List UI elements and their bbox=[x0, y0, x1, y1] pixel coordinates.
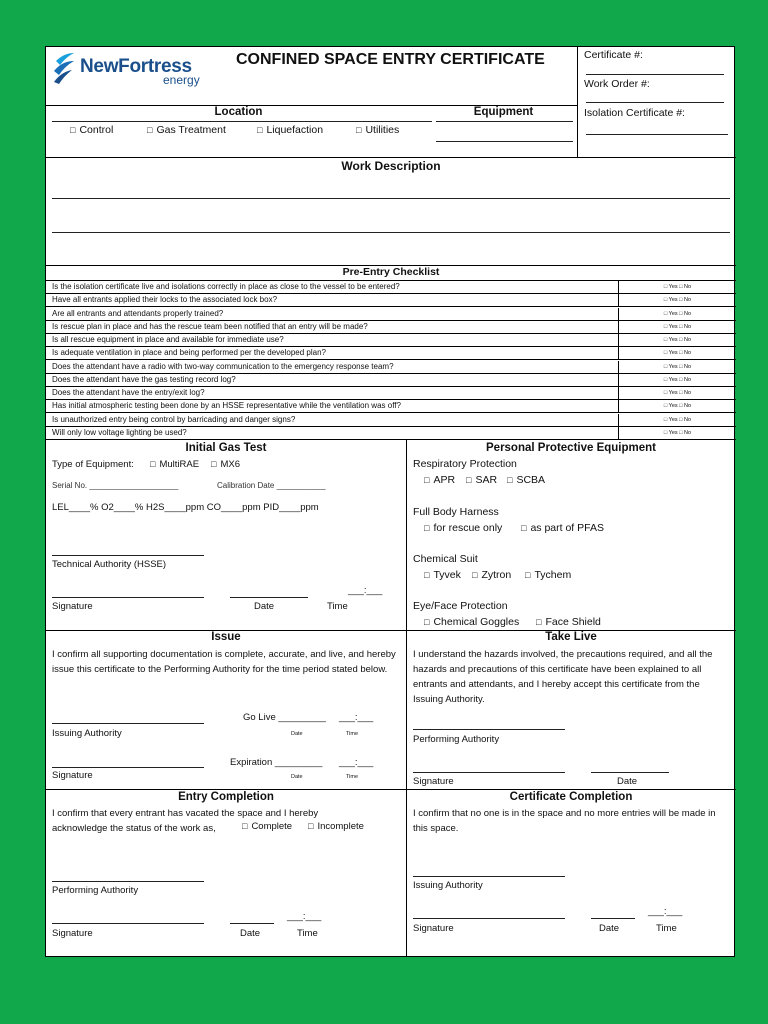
go-live-field[interactable]: Go Live _________ bbox=[243, 712, 326, 723]
issue-signature-label: Signature bbox=[52, 770, 93, 781]
equipment-label: Equipment bbox=[473, 106, 534, 118]
issuing-authority-label: Issuing Authority bbox=[52, 728, 122, 739]
checklist-question: Is rescue plan in place and has the rescue team been notified that an entry will be made? bbox=[52, 321, 368, 331]
location-label: Location bbox=[214, 106, 263, 118]
certificate-completion-text: I confirm that no one is in the space and no more entries will be made in this space. bbox=[413, 808, 716, 834]
divider bbox=[46, 789, 736, 790]
checklist-yes-no-checkboxes[interactable]: □ Yes □ No bbox=[618, 361, 736, 373]
checklist-row bbox=[46, 321, 736, 334]
checklist-yes-no-checkboxes[interactable]: □ Yes □ No bbox=[618, 321, 736, 333]
take-live-title: Take Live bbox=[545, 631, 597, 643]
gas-test-title: Initial Gas Test bbox=[185, 442, 267, 454]
entry-time-label: Time bbox=[297, 928, 318, 939]
entry-date-line[interactable] bbox=[230, 923, 274, 924]
take-live-signature-label: Signature bbox=[413, 776, 454, 787]
checklist-row bbox=[46, 427, 736, 440]
form-title: CONFINED SPACE ENTRY CERTIFICATE bbox=[236, 51, 545, 68]
issue-text: I confirm all supporting documentation is complete, accurate, and live, and hereby issue this certificate to the Performing Authority for the time period stated below. bbox=[52, 649, 396, 675]
location-underline bbox=[52, 121, 432, 122]
scba-checkbox[interactable]: □ SCBA bbox=[507, 474, 545, 486]
cert-issuing-authority-label: Issuing Authority bbox=[413, 880, 483, 891]
checklist-yes-no-checkboxes[interactable]: □ Yes □ No bbox=[618, 308, 736, 320]
equipment-underline bbox=[436, 121, 573, 122]
expiration-time-caption: Time bbox=[346, 774, 359, 780]
isolation-certificate-label: Isolation Certificate #: bbox=[584, 107, 685, 119]
checklist-yes-no-checkboxes[interactable]: □ Yes □ No bbox=[618, 387, 736, 399]
work-order-label: Work Order #: bbox=[584, 78, 650, 90]
multirae-checkbox[interactable]: □ MultiRAE bbox=[150, 459, 199, 470]
calibration-date-field[interactable]: Calibration Date ___________ bbox=[217, 481, 326, 490]
gas-time-line[interactable]: ___:___ bbox=[348, 585, 383, 596]
entry-date-label: Date bbox=[240, 928, 261, 939]
header-divider bbox=[577, 47, 578, 157]
gas-signature-line[interactable] bbox=[52, 597, 204, 598]
eye-face-label: Eye/Face Protection bbox=[413, 600, 508, 612]
gas-date-label: Date bbox=[254, 601, 275, 612]
chemical-suit-label: Chemical Suit bbox=[413, 553, 478, 565]
checklist-question: Are all entrants and attendants properly trained? bbox=[52, 308, 224, 318]
take-live-signature-line[interactable] bbox=[413, 772, 565, 773]
checklist-yes-no-checkboxes[interactable]: □ Yes □ No bbox=[618, 400, 736, 412]
checklist-question: Has initial atmospheric testing been done by an HSSE representative while the ventilation was off? bbox=[52, 401, 401, 411]
gas-readings-field[interactable]: LEL____% O2____% H2S____ppm CO____ppm PID____ppm bbox=[52, 502, 319, 513]
checklist-row bbox=[46, 387, 736, 400]
zytron-checkbox[interactable]: □ Zytron bbox=[472, 569, 511, 581]
entry-signature-label: Signature bbox=[52, 928, 93, 939]
gas-date-line[interactable] bbox=[230, 597, 308, 598]
work-description-line-2[interactable] bbox=[52, 232, 730, 233]
certificate-number-field[interactable] bbox=[586, 74, 724, 75]
certificate-form bbox=[45, 46, 735, 957]
entry-completion-text: I confirm that every entrant has vacated the space and I hereby acknowledge the status of the work as, bbox=[52, 808, 319, 834]
gas-equipment-label: Type of Equipment: bbox=[52, 459, 134, 470]
expiration-time-field[interactable]: ___:___ bbox=[339, 757, 374, 768]
serial-number-field[interactable]: Serial No. ____________________ bbox=[52, 481, 179, 490]
expiration-field[interactable]: Expiration _________ bbox=[230, 757, 323, 768]
work-description-line-1[interactable] bbox=[52, 198, 730, 199]
entry-signature-line[interactable] bbox=[52, 923, 204, 924]
ppe-title: Personal Protective Equipment bbox=[486, 442, 656, 454]
certificate-number-label: Certificate #: bbox=[584, 49, 643, 61]
rescue-only-checkbox[interactable]: □ for rescue only bbox=[424, 522, 502, 534]
checklist-question: Does the attendant have a radio with two-way communication to the emergency response team? bbox=[52, 361, 394, 371]
take-live-text: I understand the hazards involved, the precautions required, and all the hazards and precautions of this certificate have been explained to all entrants and attendants, and I hereby accept this certificate from the Issuing Authority. bbox=[413, 649, 713, 705]
tyvek-checkbox[interactable]: □ Tyvek bbox=[424, 569, 461, 581]
cert-date-label: Date bbox=[599, 923, 620, 934]
certificate-completion-title: Certificate Completion bbox=[509, 791, 633, 803]
checklist-row bbox=[46, 334, 736, 347]
checklist-row bbox=[46, 308, 736, 321]
cert-signature-line[interactable] bbox=[413, 918, 565, 919]
checklist-row bbox=[46, 294, 736, 307]
harness-label: Full Body Harness bbox=[413, 506, 499, 518]
checklist-question: Is all rescue equipment in place and available for immediate use? bbox=[52, 335, 284, 344]
logo-sub: energy bbox=[163, 73, 200, 87]
entry-performing-authority-line[interactable] bbox=[52, 881, 204, 882]
checklist-row bbox=[46, 361, 736, 374]
performing-authority-label: Performing Authority bbox=[413, 734, 500, 745]
expiration-date-caption: Date bbox=[291, 774, 303, 780]
issue-title: Issue bbox=[211, 631, 241, 643]
performing-authority-line[interactable] bbox=[413, 729, 565, 730]
issue-signature-line[interactable] bbox=[52, 767, 204, 768]
sar-checkbox[interactable]: □ SAR bbox=[466, 474, 497, 486]
respiratory-label: Respiratory Protection bbox=[413, 458, 517, 470]
checklist-question: Is adequate ventilation in place and being performed per the developed plan? bbox=[52, 348, 326, 358]
cert-time-label: Time bbox=[656, 923, 677, 934]
checklist-yes-no-checkboxes[interactable]: □ Yes □ No bbox=[618, 334, 736, 346]
checklist-question: Have all entrants applied their locks to the associated lock box? bbox=[52, 295, 278, 305]
gas-signature-label: Signature bbox=[52, 601, 93, 612]
cert-time-line[interactable]: ___:___ bbox=[648, 906, 683, 917]
location-control-checkbox[interactable]: □ Control bbox=[70, 124, 113, 136]
gas-time-label: Time bbox=[327, 601, 348, 612]
checklist-title: Pre-Entry Checklist bbox=[342, 266, 440, 278]
mx6-checkbox[interactable]: □ MX6 bbox=[211, 459, 240, 470]
cert-issuing-authority-line[interactable] bbox=[413, 876, 565, 877]
entry-performing-authority-label: Performing Authority bbox=[52, 885, 139, 896]
cert-date-line[interactable] bbox=[591, 918, 635, 919]
checklist-row bbox=[46, 374, 736, 387]
location-gas-treatment-checkbox[interactable]: □ Gas Treatment bbox=[147, 124, 226, 136]
checklist-yes-no-checkboxes[interactable]: □ Yes □ No bbox=[618, 414, 736, 426]
issuing-authority-line[interactable] bbox=[52, 723, 204, 724]
go-live-time-caption: Time bbox=[346, 731, 359, 737]
apr-checkbox[interactable]: □ APR bbox=[424, 474, 455, 486]
work-order-field[interactable] bbox=[586, 102, 724, 103]
entry-time-line[interactable]: ___:___ bbox=[287, 911, 322, 922]
pfas-checkbox[interactable]: □ as part of PFAS bbox=[521, 522, 604, 534]
divider bbox=[46, 157, 736, 158]
checklist-question: Does the attendant have the entry/exit log? bbox=[52, 388, 205, 397]
checklist-row bbox=[46, 281, 736, 294]
checklist-question: Will only low voltage lighting be used? bbox=[52, 427, 187, 437]
go-live-time-field[interactable]: ___:___ bbox=[339, 712, 374, 723]
checklist-yes-no-checkboxes[interactable]: □ Yes □ No bbox=[618, 294, 736, 306]
chemical-goggles-checkbox[interactable]: □ Chemical Goggles bbox=[424, 616, 519, 628]
checklist-yes-no-checkboxes[interactable]: □ Yes □ No bbox=[618, 427, 736, 439]
incomplete-checkbox[interactable]: □ Incomplete bbox=[308, 821, 364, 832]
location-liquefaction-checkbox[interactable]: □ Liquefaction bbox=[257, 124, 323, 136]
checklist-question: Is unauthorized entry being control by barricading and danger signs? bbox=[52, 414, 296, 424]
checklist-question: Does the attendant have the gas testing record log? bbox=[52, 374, 236, 384]
entry-completion-title: Entry Completion bbox=[178, 791, 274, 803]
checklist-yes-no-checkboxes[interactable]: □ Yes □ No bbox=[618, 374, 736, 386]
take-live-date-label: Date bbox=[617, 776, 638, 787]
checklist-row bbox=[46, 400, 736, 413]
complete-checkbox[interactable]: □ Complete bbox=[242, 821, 292, 832]
go-live-date-caption: Date bbox=[291, 731, 303, 737]
logo-name: NewFortress bbox=[80, 56, 192, 77]
location-utilities-checkbox[interactable]: □ Utilities bbox=[356, 124, 399, 136]
checklist-row bbox=[46, 347, 736, 360]
tychem-checkbox[interactable]: □ Tychem bbox=[525, 569, 571, 581]
take-live-date-line[interactable] bbox=[591, 772, 669, 773]
isolation-certificate-field[interactable] bbox=[586, 134, 728, 135]
work-description-label: Work Description bbox=[341, 159, 441, 173]
checklist-question: Is the isolation certificate live and isolations correctly in place as close to the vessel to be entered? bbox=[52, 282, 400, 291]
checklist-row bbox=[46, 414, 736, 427]
face-shield-checkbox[interactable]: □ Face Shield bbox=[536, 616, 601, 628]
column-divider bbox=[406, 440, 407, 957]
cert-signature-label: Signature bbox=[413, 923, 454, 934]
newfortress-logo-icon bbox=[52, 51, 76, 85]
checklist-yes-no-checkboxes[interactable]: □ Yes □ No bbox=[618, 281, 736, 293]
tech-authority-line[interactable] bbox=[52, 555, 204, 556]
tech-authority-label: Technical Authority (HSSE) bbox=[52, 559, 167, 570]
equipment-field[interactable] bbox=[436, 141, 573, 142]
checklist-yes-no-checkboxes[interactable]: □ Yes □ No bbox=[618, 347, 736, 359]
